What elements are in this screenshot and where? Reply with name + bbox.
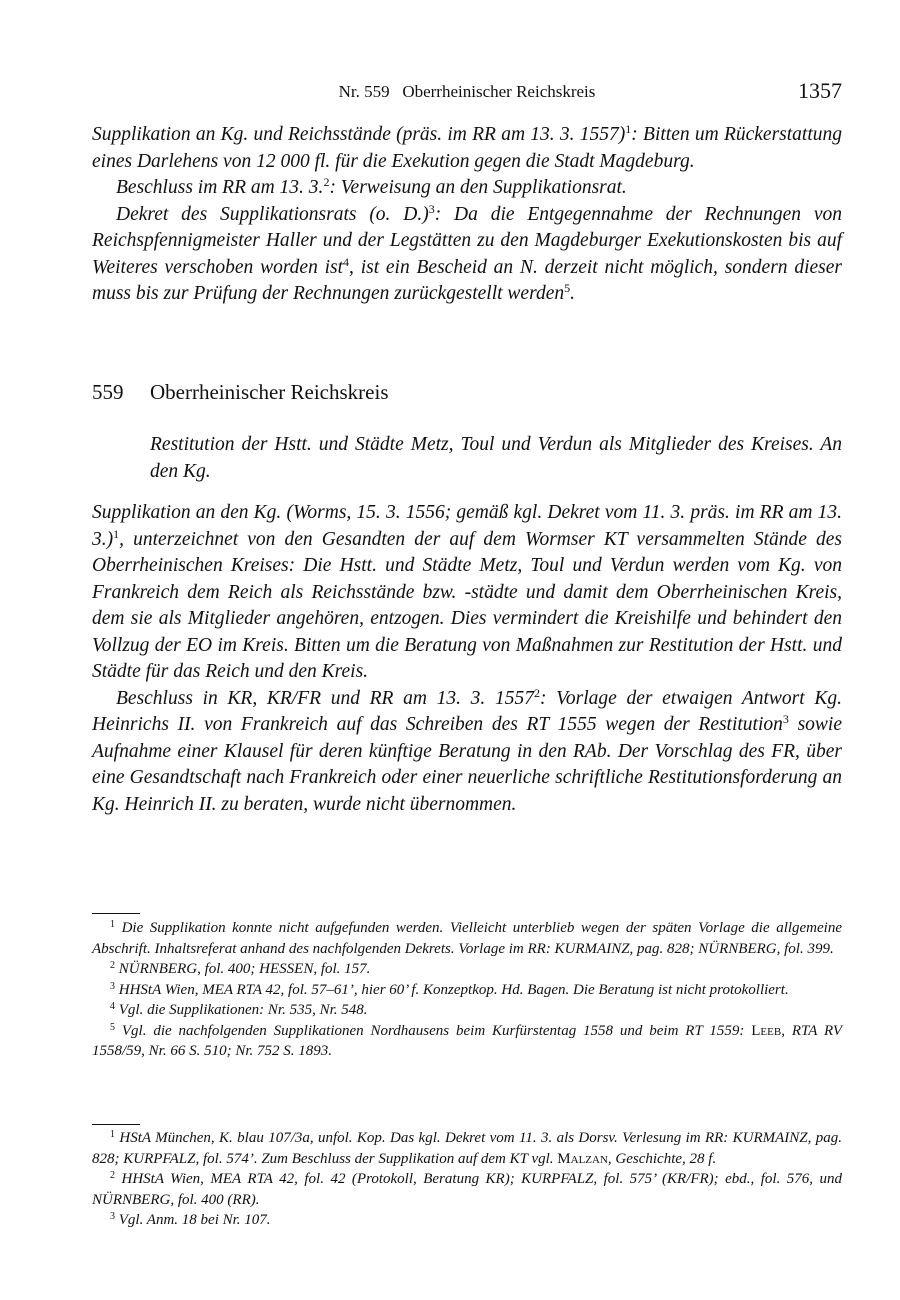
footnote-rule [92, 1124, 140, 1125]
footnote: $^3$ HHStA Wien, MEA RTA 42, fol. 57–61’, hier 60’ f. Konzeptkop. Hd. Bagen. Die Beratung ist nicht protokolliert. [110, 980, 789, 998]
page-number: 1357 [798, 78, 842, 103]
section-body [92, 500, 842, 818]
footnote: $^5$ Vgl. die nachfolgenden Supplikationen Nordhausens beim Kurfürstentag 1558 und beim RT 1559: Leeb, RTA RV 1558/59, Nr. 66 S. 510; Nr. 752 S. 1893. [92, 1021, 843, 1059]
previous-decree-paragraph: Dekret des Supplikationsrats (o. D.)$^3$: Da die Entgegennahme der Rechnungen von Reichspfennigmeister Haller und der Legstätten zu den Magdeburger Exekutionskosten bis auf Weiteres verschoben worden ist$^4$, ist ein Bescheid an N. derzeit nicht möglich, sondern dieser muss bis zur Prüfung der Rechnungen zurückgestellt werden$^5$. [92, 201, 842, 304]
section-decision-paragraph: Beschluss in KR, KR/FR und RR am 13. 3. 1557$^2$: Vorlage der etwaigen Antwort Kg. Heinrichs II. von Frankreich auf das Schreiben des RT 1555 wegen der Restitution$^3$ sowie Aufnahme einer Klausel für deren künftige Beratung in den RAb. Der Vorschlag des FR, über eine Gesandtschaft nach Frankreich oder einer neuerliche schriftliche Restitutionsforderung an Kg. Heinrich II. zu beraten, wurde nicht übernommen. [92, 685, 842, 815]
section-number: 559 [92, 380, 124, 404]
footnote: $^2$ HHStA Wien, MEA RTA 42, fol. 42 (Protokoll, Beratung KR); KURPFALZ, fol. 575’ (KR/FR); ebd., fol. 576, und NÜRNBERG, fol. 400 (RR). [92, 1170, 843, 1208]
section-regest: Restitution der Hstt. und Städte Metz, Toul und Verdun als Mitglieder des Kreises. An den Kg. [150, 434, 842, 482]
footnote: $^1$ Die Supplikation konnte nicht aufgefunden werden. Vielleicht unterblieb wegen der späten Vorlage die allgemeine Abschrift. Inhaltsreferat anhand des nachfolgenden Dekrets. Vorlage im RR: KURMAINZ, pag. 828; NÜRNBERG, fol. 399. [92, 919, 842, 957]
previous-decision-paragraph: Beschluss im RR am 13. 3.$^2$: Verweisung an den Supplikationsrat. [116, 175, 627, 198]
running-title: Nr. 559 Oberrheinischer Reichskreis [338, 82, 596, 101]
section-supplication-paragraph: Supplikation an den Kg. (Worms, 15. 3. 1556; gemäß kgl. Dekret vom 11. 3. präs. im RR am 13. 3.)$^1$, unterzeichnet von den Gesandten der auf dem Wormser KT versammelten Stände des Oberrheinischen Kreises: Die Hstt. und Städte Metz, Toul und Verdun werden vom Kg. von Frankreich dem Reich als Reichsstände bzw. -städte und damit dem Oberrheinischen Kreis, dem sie als Mitglieder angehören, entzogen. Dies vermindert die Kreishilfe und behindert den Vollzug der EO im Kreis. Bitten um die Beratung von Maßnahmen zur Restitution der Hstt. und Städte für das Reich und den Kreis. [92, 502, 842, 682]
previous-entry-text [92, 122, 842, 308]
running-head [92, 78, 842, 106]
section-heading [92, 380, 842, 405]
footnote: $^2$ NÜRNBERG, fol. 400; HESSEN, fol. 157. [110, 960, 371, 977]
footnote: $^1$ HStA München, K. blau 107/3a, unfol. Kop. Das kgl. Dekret vom 11. 3. als Dorsv. Verlesung im RR: KURMAINZ, pag. 828; KURPFALZ, fol. 574’. Zum Beschluss der Supplikation auf dem KT vgl. Malzan, Geschichte, 28 f. [92, 1129, 843, 1167]
footnote: $^4$ Vgl. die Supplikationen: Nr. 535, Nr. 548. [110, 1001, 368, 1018]
footnotes-previous-entry [92, 918, 842, 1062]
footnotes-section [92, 1128, 842, 1231]
footnote: $^3$ Vgl. Anm. 18 bei Nr. 107. [110, 1211, 271, 1228]
previous-supplication-paragraph: Supplikation an Kg. und Reichsstände (präs. im RR am 13. 3. 1557)$^1$: Bitten um Rückerstattung eines Darlehens von 12 000 fl. für die Exekution gegen die Stadt Magdeburg. [92, 122, 842, 172]
footnote-rule [92, 913, 140, 914]
section-title: Oberrheinischer Reichskreis [150, 380, 389, 404]
